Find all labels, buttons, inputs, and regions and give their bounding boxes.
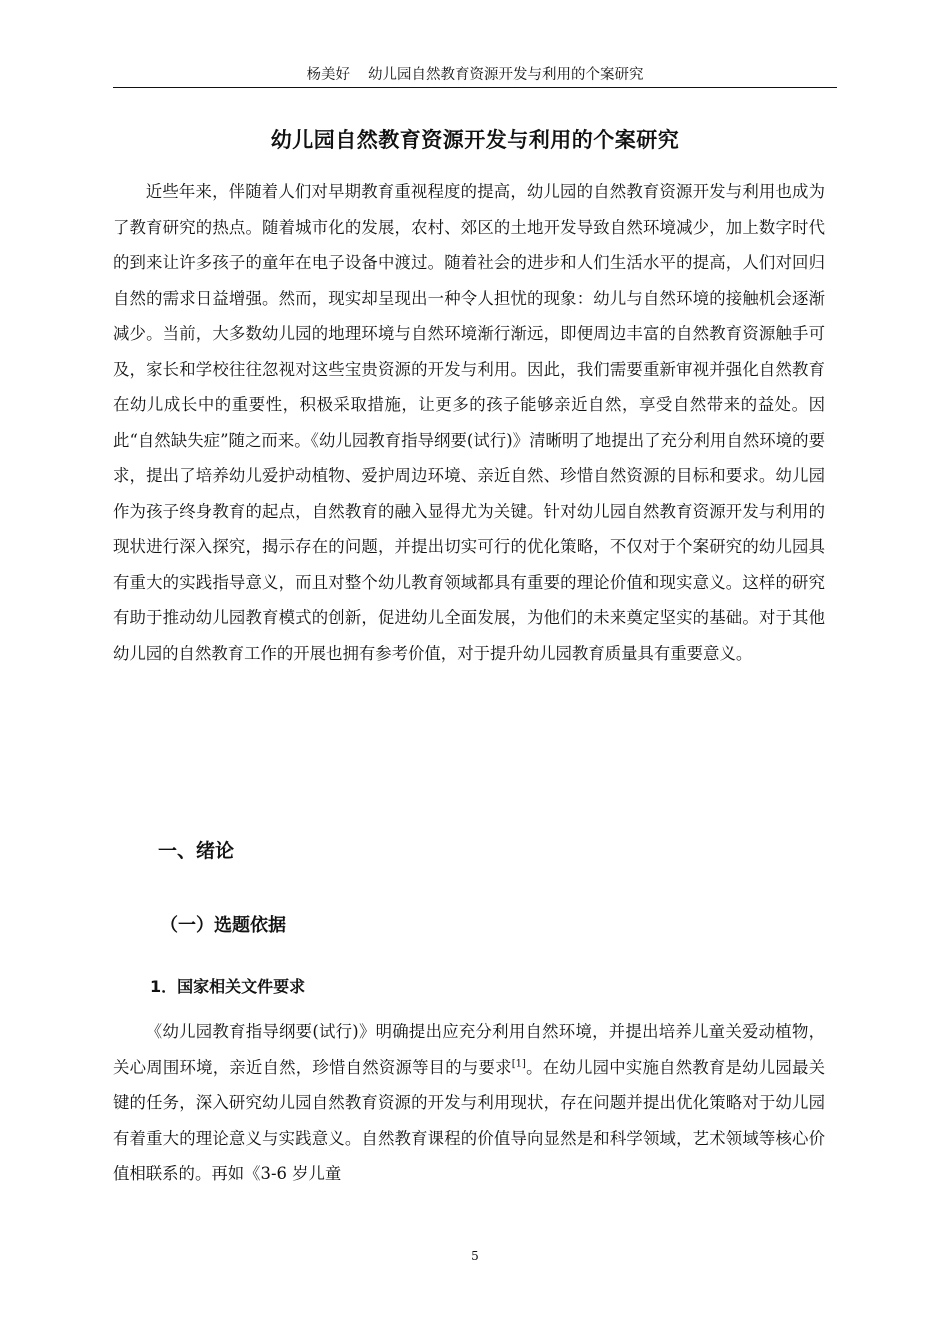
subsection-heading-topic-basis: （一）选题依据 bbox=[160, 915, 286, 936]
subsubsection-heading-national-documents: 1．国家相关文件要求 bbox=[150, 977, 306, 996]
header-running-title: 幼儿园自然教育资源开发与利用的个案研究 bbox=[368, 67, 644, 83]
section-heading-introduction: 一、绪论 bbox=[158, 840, 235, 862]
page-number: 5 bbox=[471, 1249, 479, 1263]
citation-marker[interactable]: [1] bbox=[511, 1058, 526, 1070]
running-header bbox=[113, 64, 837, 86]
paragraph-text-part2: 。在幼儿园中实施自然教育是幼儿园最关键的任务，深入研究幼儿园自然教育资源的开发与利用现状，存在问题并提出优化策略对于幼儿园有着重大的理论意义与实践意义。自然教育课程的价值导向显然是和科学领域，艺术领域等核心价值相联系的。再如《3-6 岁儿童 bbox=[113, 1057, 826, 1183]
paragraph-text-part1: 《幼儿园教育指导纲要(试行)》明确提出应充分利用自然环境，并提出培养儿童关爱动植物，关心周围环境，亲近自然，珍惜自然资源等目的与要求 bbox=[113, 1022, 825, 1077]
document-title: 幼儿园自然教育资源开发与利用的个案研究 bbox=[270, 128, 680, 152]
national-documents-paragraph bbox=[113, 1014, 825, 1192]
header-author: 杨美好 bbox=[306, 67, 350, 83]
intro-paragraph: 近些年来，伴随着人们对早期教育重视程度的提高，幼儿园的自然教育资源开发与利用也成为了教育研究的热点。随着城市化的发展，农村、郊区的土地开发导致自然环境减少，加上数字时代的到来让许多孩子的童年在电子设备中渡过。随着社会的进步和人们生活水平的提高，人们对回归自然的需求日益增强。然而，现实却呈现出一种令人担忧的现象：幼儿与自然环境的接触机会逐渐减少。当前，大多数幼儿园的地理环境与自然环境渐行渐远，即便周边丰富的自然教育资源触手可及，家长和学校往往忽视对这些宝贵资源的开发与利用。因此，我们需要重新审视并强化自然教育在幼儿成长中的重要性，积极采取措施，让更多的孩子能够亲近自然，享受自然带来的益处。因此“自然缺失症”随之而来。《幼儿园教育指导纲要(试行)》清晰明了地提出了充分利用自然环境的要求，提出了培养幼儿爱护动植物、爱护周边环境、亲近自然、珍惜自然资源的目标和要求。幼儿园作为孩子终身教育的起点，自然教育的融入显得尤为关键。针对幼儿园自然教育资源开发与利用的现状进行深入探究，揭示存在的问题，并提出切实可行的优化策略，不仅对于个案研究的幼儿园具有重大的实践指导意义，而且对整个幼儿教育领域都具有重要的理论价值和现实意义。这样的研究有助于推动幼儿园教育模式的创新，促进幼儿全面发展，为他们的未来奠定坚实的基础。对于其他幼儿园的自然教育工作的开展也拥有参考价值，对于提升幼儿园教育质量具有重要意义。 bbox=[113, 182, 825, 663]
header-rule bbox=[113, 87, 837, 88]
